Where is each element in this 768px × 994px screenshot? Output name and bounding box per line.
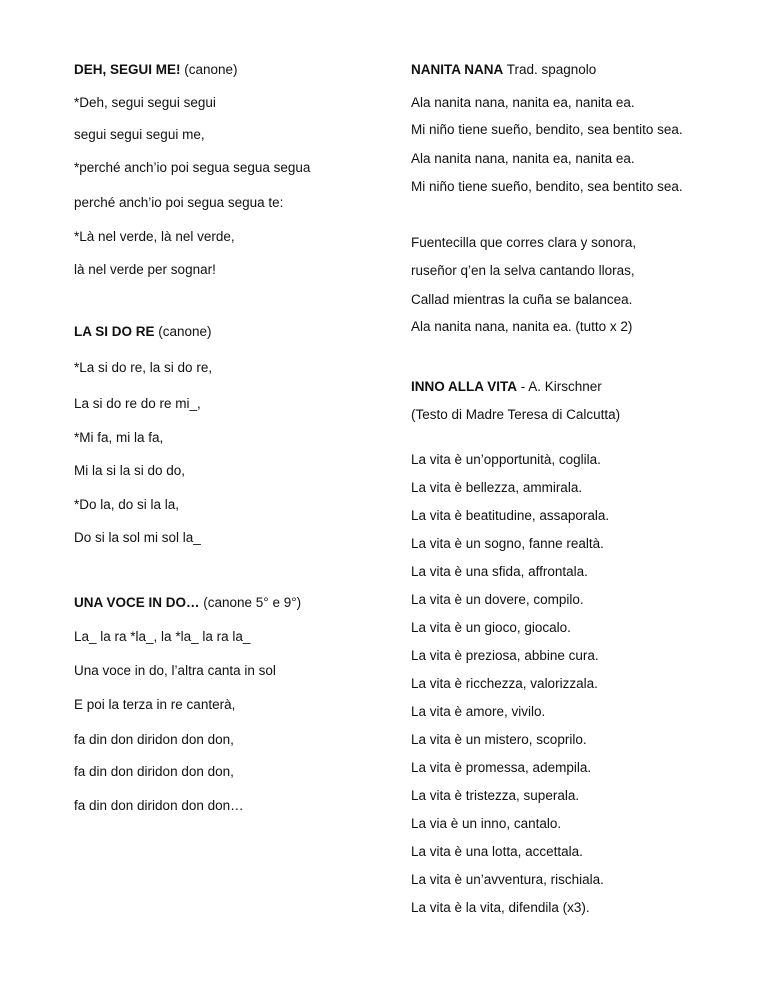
song-title-la-si-do-re (74, 323, 212, 341)
lyric-line: *La si do re, la si do re, (74, 360, 213, 375)
lyric-line: fa din don diridon don don, (74, 764, 234, 779)
lyric-line: *perché anch’io poi segua segua segua (74, 160, 311, 175)
lyric-line: La vita è amore, vivilo. (411, 704, 546, 719)
song-subtitle: (canone) (154, 324, 212, 339)
lyric-line: Ala nanita nana, nanita ea. (tutto x 2) (411, 319, 633, 334)
lyric-line: Ala nanita nana, nanita ea, nanita ea. (411, 151, 635, 166)
lyric-line: Callad mientras la cuña se balancea. (411, 292, 633, 307)
lyric-line: Fuentecilla que corres clara y sonora, (411, 235, 637, 250)
lyric-line: là nel verde per sognar! (74, 262, 216, 277)
lyric-line: Mi niño tiene sueño, bendito, sea bentito sea. (411, 179, 683, 194)
lyric-line: Mi niño tiene sueño, bendito, sea bentito sea. (411, 122, 683, 137)
song-title-bold: LA SI DO RE (74, 324, 155, 339)
lyric-line: *Là nel verde, là nel verde, (74, 229, 235, 244)
lyric-line: La vita è una sfida, affrontala. (411, 564, 588, 579)
lyric-line: La vita è una lotta, accettala. (411, 844, 583, 859)
song-title-bold: NANITA NANA (411, 62, 504, 77)
lyric-line: La vita è un gioco, giocalo. (411, 620, 571, 635)
song-subtitle: (canone 5° e 9°) (199, 595, 302, 610)
lyric-line: La vita è beatitudine, assaporala. (411, 508, 610, 523)
song-title-deh-segui-me (74, 61, 238, 79)
lyric-line: *Deh, segui segui segui (74, 95, 216, 110)
lyric-line: La_ la ra *la_, la *la_ la ra la_ (74, 629, 251, 644)
lyric-line: La vita è la vita, difendila (x3). (411, 900, 590, 915)
lyric-line: La vita è preziosa, abbine cura. (411, 648, 599, 663)
lyric-line: Mi la si la si do do, (74, 463, 186, 478)
lyric-line: La vita è ricchezza, valorizzala. (411, 676, 598, 691)
song-title-bold: UNA VOCE IN DO… (74, 595, 200, 610)
song-title-nanita-nana (411, 61, 596, 79)
lyric-line: La vita è un sogno, fanne realtà. (411, 536, 604, 551)
song-subtitle: Trad. spagnolo (503, 62, 597, 77)
song-title-una-voce-in-do (74, 594, 301, 612)
lyric-line: perché anch’io poi segua segua te: (74, 195, 284, 210)
lyric-line: Do si la sol mi sol la_ (74, 530, 201, 545)
song-title-bold: DEH, SEGUI ME! (74, 62, 181, 77)
lyric-line: E poi la terza in re canterà, (74, 697, 236, 712)
lyric-line: La vita è un’opportunità, coglila. (411, 452, 601, 467)
lyric-line: segui segui segui me, (74, 127, 205, 142)
lyric-line: La vita è promessa, adempila. (411, 760, 592, 775)
lyric-line: fa din don diridon don don, (74, 732, 234, 747)
lyric-line: La si do re do re mi_, (74, 396, 201, 411)
lyric-line: Una voce in do, l’altra canta in sol (74, 663, 276, 678)
lyric-line: *Mi fa, mi la fa, (74, 430, 164, 445)
lyric-line: La via è un inno, cantalo. (411, 816, 562, 831)
song-subtitle: (canone) (180, 62, 238, 77)
lyric-line: La vita è un dovere, compilo. (411, 592, 584, 607)
lyric-line: La vita è tristezza, superala. (411, 788, 580, 803)
song-subtitle: - A. Kirschner (517, 379, 602, 394)
lyric-line: La vita è bellezza, ammirala. (411, 480, 583, 495)
song-note: (Testo di Madre Teresa di Calcutta) (411, 407, 621, 422)
lyric-line: La vita è un mistero, scoprilo. (411, 732, 587, 747)
lyric-line: *Do la, do si la la, (74, 497, 180, 512)
lyric-line: ruseñor q’en la selva cantando lloras, (411, 263, 635, 278)
song-title-bold: INNO ALLA VITA (411, 379, 517, 394)
lyric-line: La vita è un’avventura, rischiala. (411, 872, 604, 887)
lyric-line: fa din don diridon don don… (74, 798, 244, 813)
lyric-line: Ala nanita nana, nanita ea, nanita ea. (411, 95, 635, 110)
song-title-inno-alla-vita (411, 378, 602, 396)
